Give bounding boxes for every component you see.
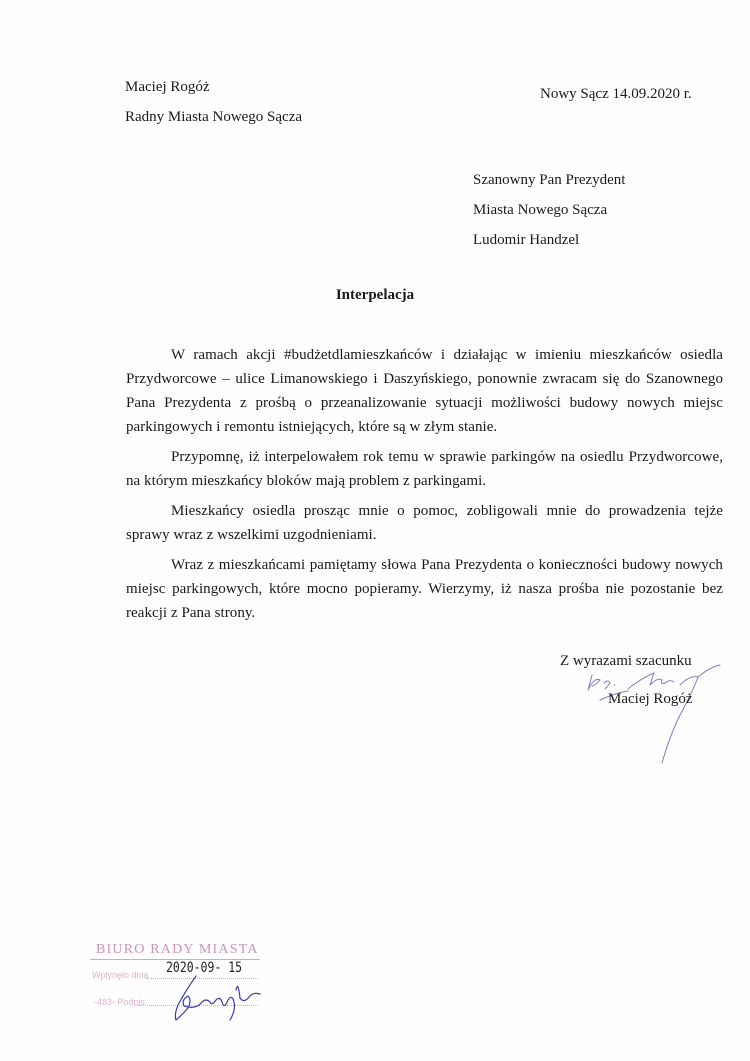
place-date: Nowy Sącz 14.09.2020 r. bbox=[540, 86, 692, 102]
closing-salutation: Z wyrazami szacunku bbox=[560, 653, 692, 669]
recipient-block bbox=[473, 170, 625, 260]
recipient-line-1: Szanowny Pan Prezydent bbox=[473, 172, 626, 188]
stamp-title: BIURO RADY MIASTA bbox=[96, 942, 259, 957]
document-title: Interpelacja bbox=[335, 287, 415, 303]
recipient-line-3: Ludomir Handzel bbox=[473, 232, 580, 248]
stamp-signature bbox=[166, 970, 266, 1025]
recipient-line-2: Miasta Nowego Sącza bbox=[473, 202, 608, 218]
received-stamp bbox=[88, 942, 268, 1022]
stamp-received-label: Wpłynęło dnia bbox=[92, 970, 149, 980]
paragraph: W ramach akcji #budżetdlamieszkańców i działając w imieniu mieszkańców osiedla Przydworcowe – ulice Limanowskiego i Daszyńskiego, ponownie zwracam się do Szanownego Pana Prezydenta z prośbą o przeanalizowanie sytuacji możliwości budowy nowych miejsc parkingowych i remontu istniejących, które są w złym stanie. bbox=[126, 347, 723, 435]
stamp-number-label: -483- Podpis bbox=[94, 997, 146, 1007]
letter-body bbox=[126, 343, 723, 631]
paragraph: Przypomnę, iż interpelowałem rok temu w sprawie parkingów na osiedlu Przydworcowe, na którym mieszkańcy bloków mają problem z parkingami. bbox=[126, 449, 723, 489]
paragraph: Mieszkańcy osiedla prosząc mnie o pomoc, zobligowali mnie do prowadzenia tejże sprawy wraz z wszelkimi uzgodnieniami. bbox=[126, 503, 723, 543]
sender-title: Radny Miasta Nowego Sącza bbox=[125, 109, 303, 125]
stamp-received-date: 2020-09- 15 bbox=[166, 960, 243, 976]
paragraph: Wraz z mieszkańcami pamiętamy słowa Pana Prezydenta o konieczności budowy nowych miejsc parkingowych, które mocno popieramy. Wierzymy, iż nasza prośba nie pozostanie bez reakcji z Pana strony. bbox=[126, 557, 723, 621]
sender-name: Maciej Rogóż bbox=[125, 79, 210, 95]
closing-name: Maciej Rogóż bbox=[608, 691, 693, 707]
handwritten-signature bbox=[570, 655, 730, 770]
